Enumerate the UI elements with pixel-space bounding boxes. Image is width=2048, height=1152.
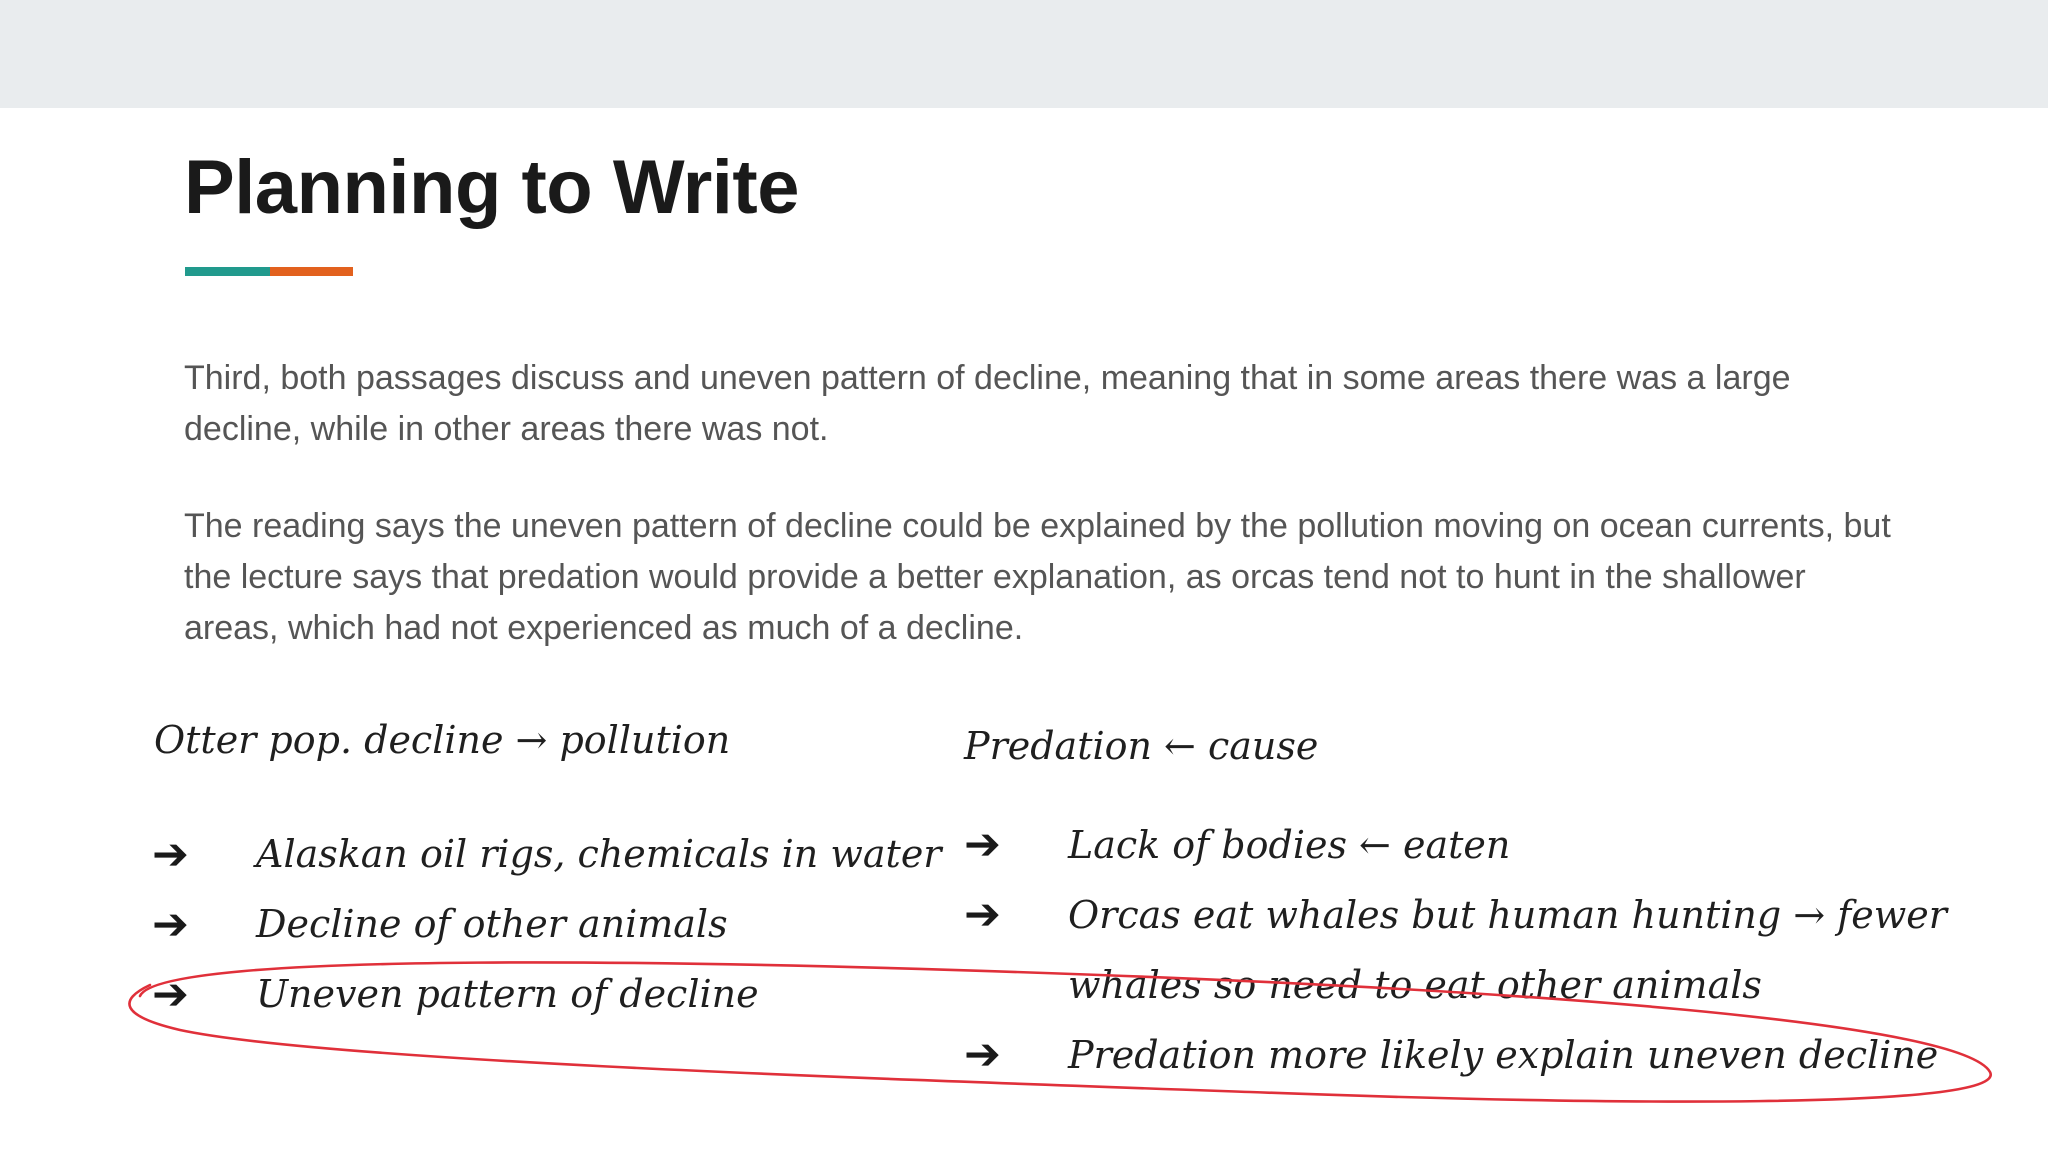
accent-bar-teal (185, 267, 270, 276)
right-notes-heading: Predation ← cause (964, 724, 1319, 768)
arrow-right-icon: ➔ (964, 1029, 1001, 1080)
arrow-right-icon: ➔ (152, 829, 189, 880)
left-bullet-2: Decline of other animals (256, 902, 728, 946)
right-bullet-1: Lack of bodies ← eaten (1068, 823, 1511, 867)
arrow-right-icon: ➔ (152, 899, 189, 950)
left-bullet-3: Uneven pattern of decline (256, 972, 759, 1016)
right-bullet-2: Orcas eat whales but human hunting → fewer (1068, 893, 1947, 937)
accent-bar-orange (270, 267, 353, 276)
slide-title: Planning to Write (184, 145, 799, 230)
left-bullet-1: Alaskan oil rigs, chemicals in water (256, 832, 942, 876)
left-notes-heading: Otter pop. decline → pollution (154, 718, 731, 762)
arrow-right-icon: ➔ (152, 969, 189, 1020)
top-band (0, 0, 2048, 108)
title-accent-bar (185, 267, 353, 276)
paragraph-reading-vs-lecture: The reading says the uneven pattern of decline could be explained by the pollution moving on ocean currents, but the lecture says that predation would provide a better explanation, as orcas tend not to hunt in the shallower areas, which had not experienced as much of a decline. (184, 507, 1891, 647)
right-bullet-2-continued: whales so need to eat other animals (1068, 963, 1762, 1007)
right-bullet-3: Predation more likely explain uneven decline (1068, 1033, 1939, 1077)
arrow-right-icon: ➔ (964, 889, 1001, 940)
paragraph-third-point: Third, both passages discuss and uneven pattern of decline, meaning that in some areas there was a large decline, while in other areas there was not. (184, 359, 1791, 448)
arrow-right-icon: ➔ (964, 819, 1001, 870)
